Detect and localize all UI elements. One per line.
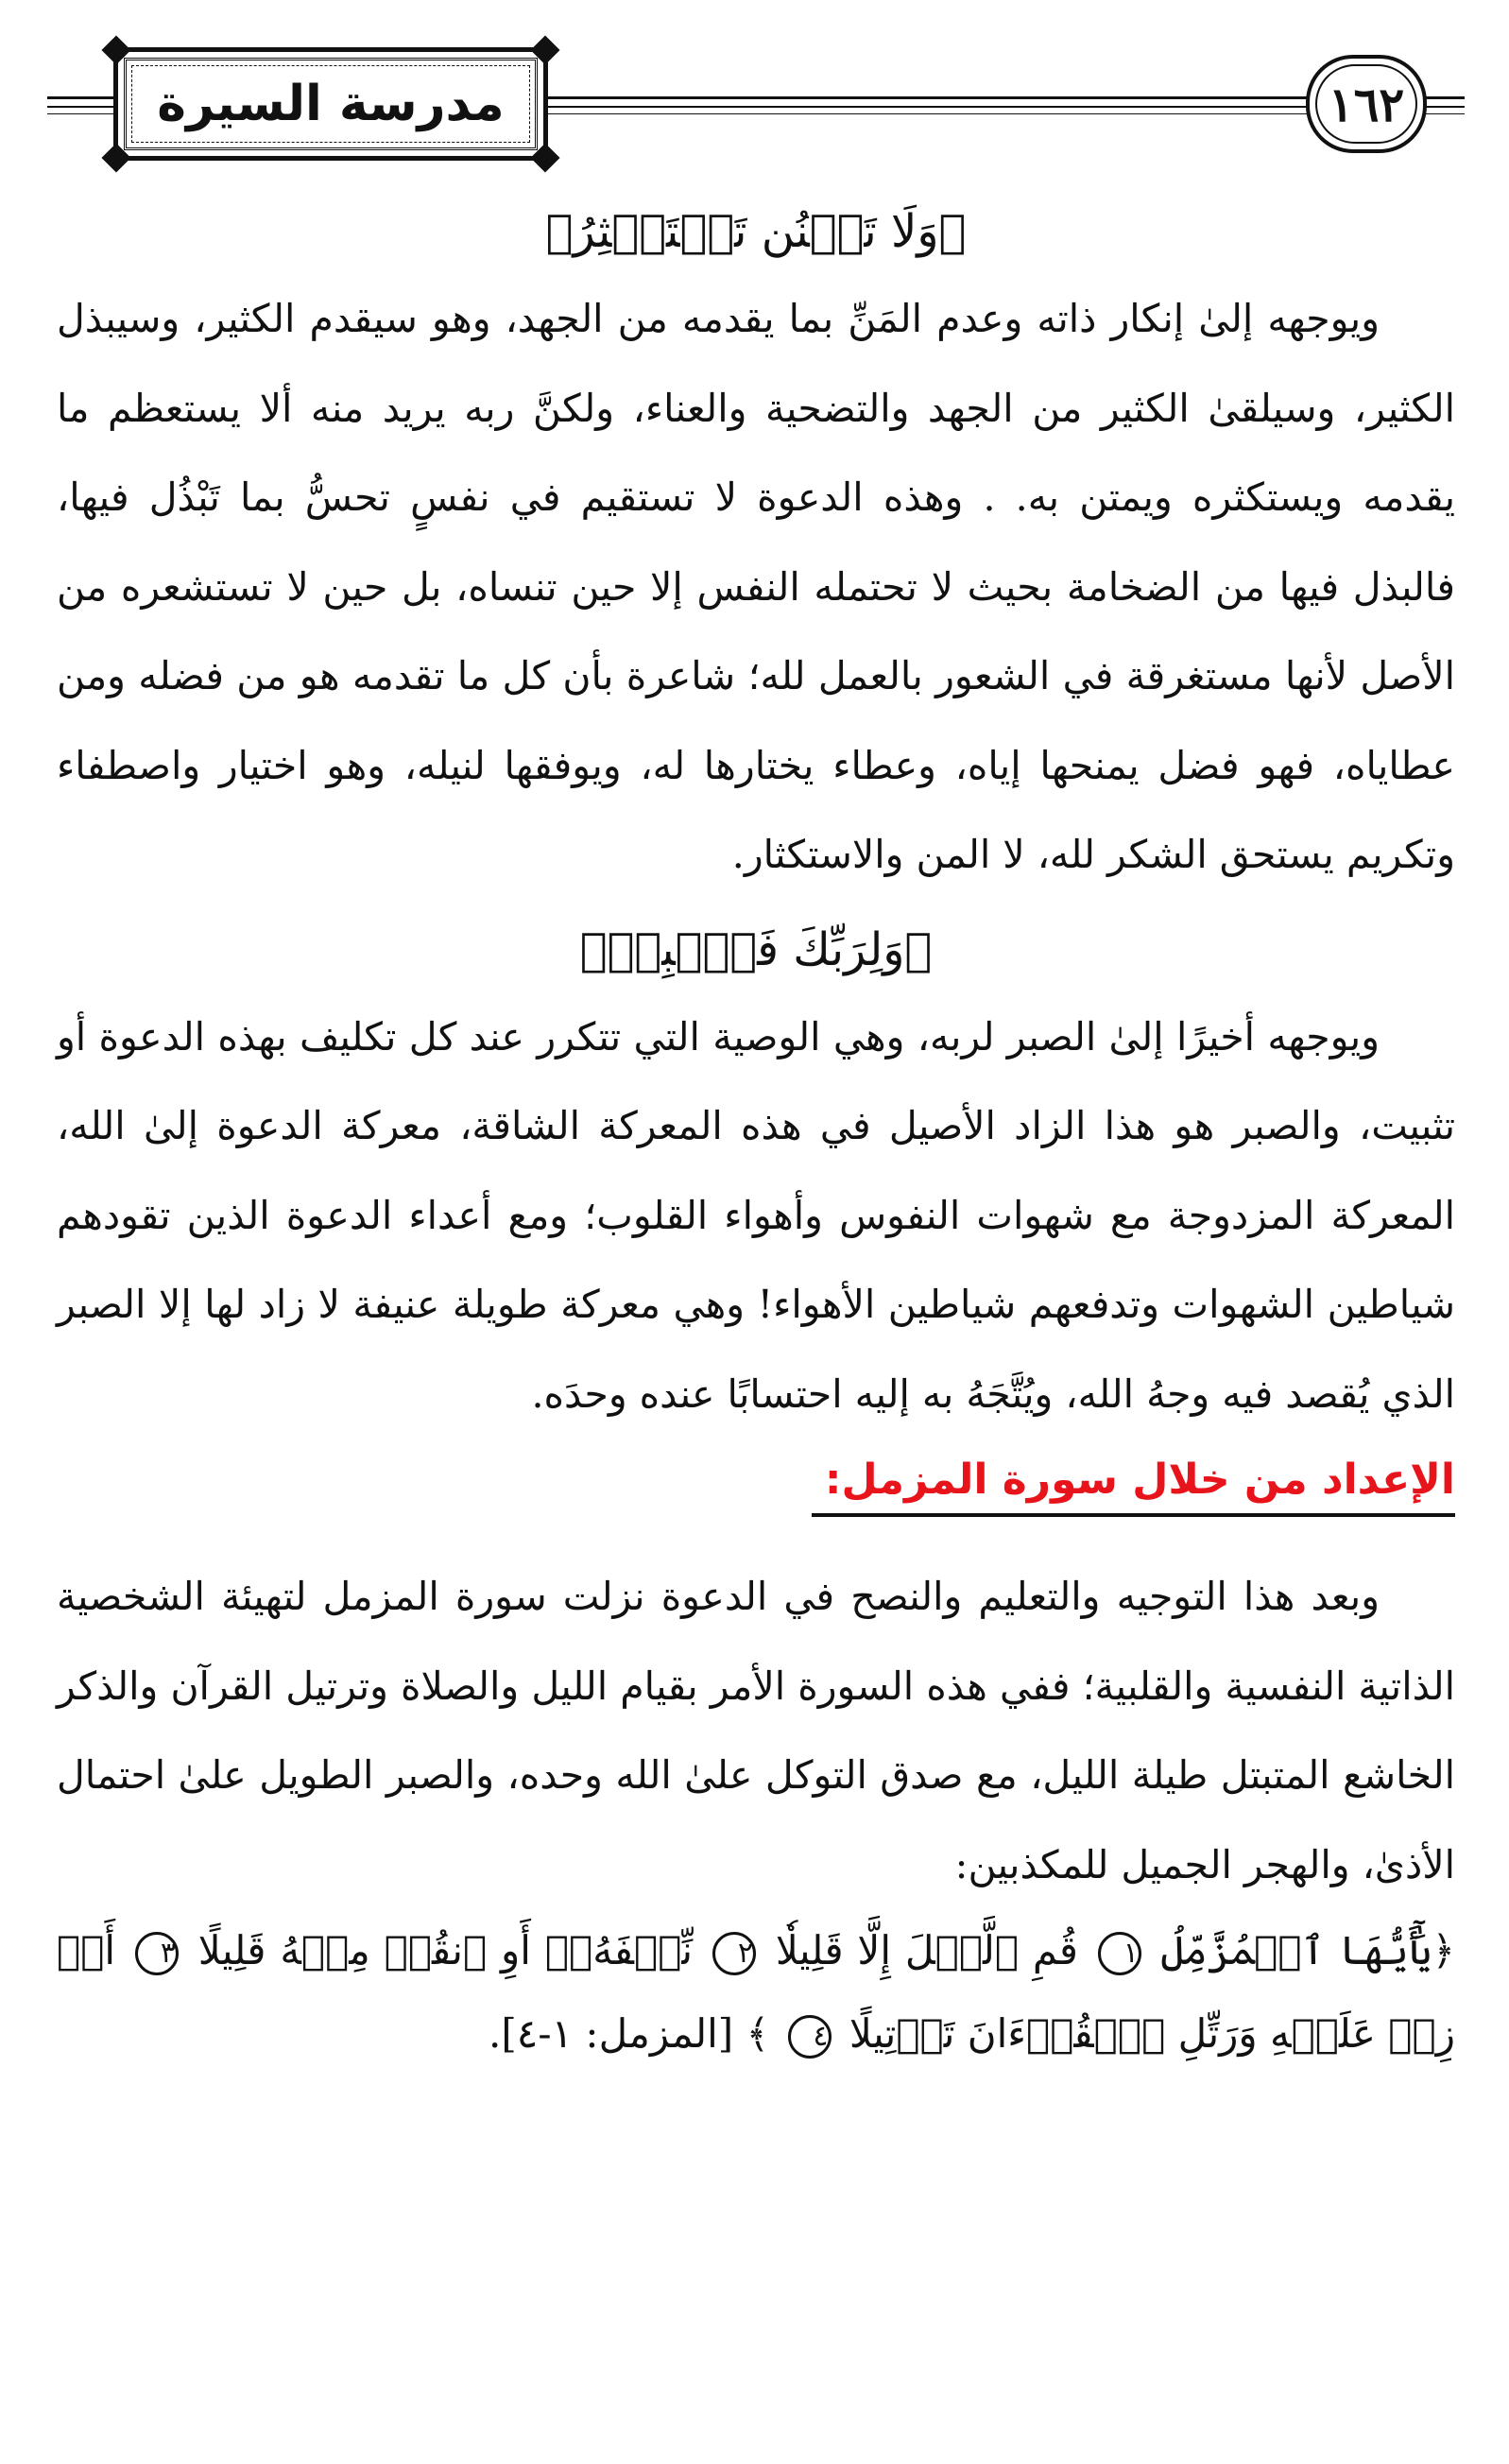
quran-quote [57,1909,1455,2076]
ayah-number-icon: ٣ [135,1932,179,1975]
body-paragraph: ويوجهه إلىٰ إنكار ذاته وعدم المَنِّ بما يقدمه من الجهد، وهو سيقدم الكثير، وسيبذل الكثير، وسيلقىٰ الكثير من الجهد والتضحية والعناء، ولكنَّ ربه يريد منه ألا يستعظم ما يقدمه ويستكثره ويمتن به. . وهذه الدعوة لا تستقيم في نفسٍ تحسُّ بما تَبْذُل فيها، فالبذل فيها من الضخامة بحيث لا تحتمله النفس إلا حين تنساه، بل حين لا تستشعره من الأصل لأنها مستغرقة في الشعور بالعمل لله؛ شاعرة بأن كل ما تقدمه هو من فضله ومن عطاياه، فهو فضل يمنحها إياه، وعطاء يختارها له، ويوفقها لنيله، وهو اختيار واصطفاء وتكريم يستحق الشكر لله، لا المن والاستكثار. [57,296,1455,877]
section-heading-text: الإعداد من خلال سورة المزمل: [812,1456,1455,1517]
quran-ayah: قُمِ ٱلَّيۡلَ إِلَّا قَلِيلٗا [775,1927,1078,1973]
body-paragraph: وبعد هذا التوجيه والتعليم والنصح في الدعوة نزلت سورة المزمل لتهيئة الشخصية الذاتية النفسية والقلبية؛ ففي هذه السورة الأمر بقيام الليل والصلاة وترتيل القرآن والذكر الخاشع المتبتل طيلة الليل، مع صدق التوكل علىٰ الله وحده، والصبر الطويل علىٰ احتمال الأذىٰ، والهجر الجميل للمكذبين: [57,1574,1455,1887]
quran-close-bracket: ﴾ [746,2010,770,2057]
verse-heading: ﴿وَلَا تَمۡنُن تَسۡتَكۡثِرُ﴾ [545,205,967,258]
ayah-number-icon: ١ [1098,1932,1141,1975]
verse-heading: ﴿وَلِرَبِّكَ فَٱصۡبِرۡ﴾ [579,922,933,976]
book-title-cartouche [113,47,548,161]
ayah-number-icon: ٤ [788,2015,832,2059]
section-heading [57,1439,1455,1552]
ornament-icon [530,35,559,64]
ornament-icon [101,35,130,64]
quran-ayah: أَوۡ زِدۡ عَلَيۡهِ وَرَتِّلِ ٱلۡقُرۡءَانَ تَرۡتِيلًا [57,1927,1455,2057]
page-number: ١٦٢ [1328,76,1405,132]
quran-reference: [المزمل: ١-٤]. [489,2010,734,2057]
quran-ayah: نِّصۡفَهُۥٓ أَوِ ٱنقُصۡ مِنۡهُ قَلِيلًا [197,1927,694,1973]
quran-ayah: ﴿يَٰٓأَيُّهَا ٱلۡمُزَّمِّلُ [1160,1927,1456,1973]
page-header [47,38,1465,170]
ornament-icon [101,143,130,172]
book-title: مدرسة السيرة [142,76,519,132]
ornament-icon [530,143,559,172]
page-content [57,189,1455,2076]
page-number-badge [1306,55,1427,153]
body-paragraph: ويوجهه أخيرًا إلىٰ الصبر لربه، وهي الوصية التي تتكرر عند كل تكليف بهذه الدعوة أو تثبيت، والصبر هو هذا الزاد الأصيل في هذه المعركة الشاقة، معركة الدعوة إلىٰ الله، المعركة المزدوجة مع شهوات النفوس وأهواء القلوب؛ ومع أعداء الدعوة الذين تقودهم شياطين الشهوات وتدفعهم شياطين الأهواء! وهي معركة طويلة عنيفة لا زاد لها إلا الصبر الذي يُقصد فيه وجهُ الله، ويُتَّجَهُ به إليه احتسابًا عنده وحدَه. [57,1013,1455,1417]
ayah-number-icon: ٢ [712,1932,756,1975]
